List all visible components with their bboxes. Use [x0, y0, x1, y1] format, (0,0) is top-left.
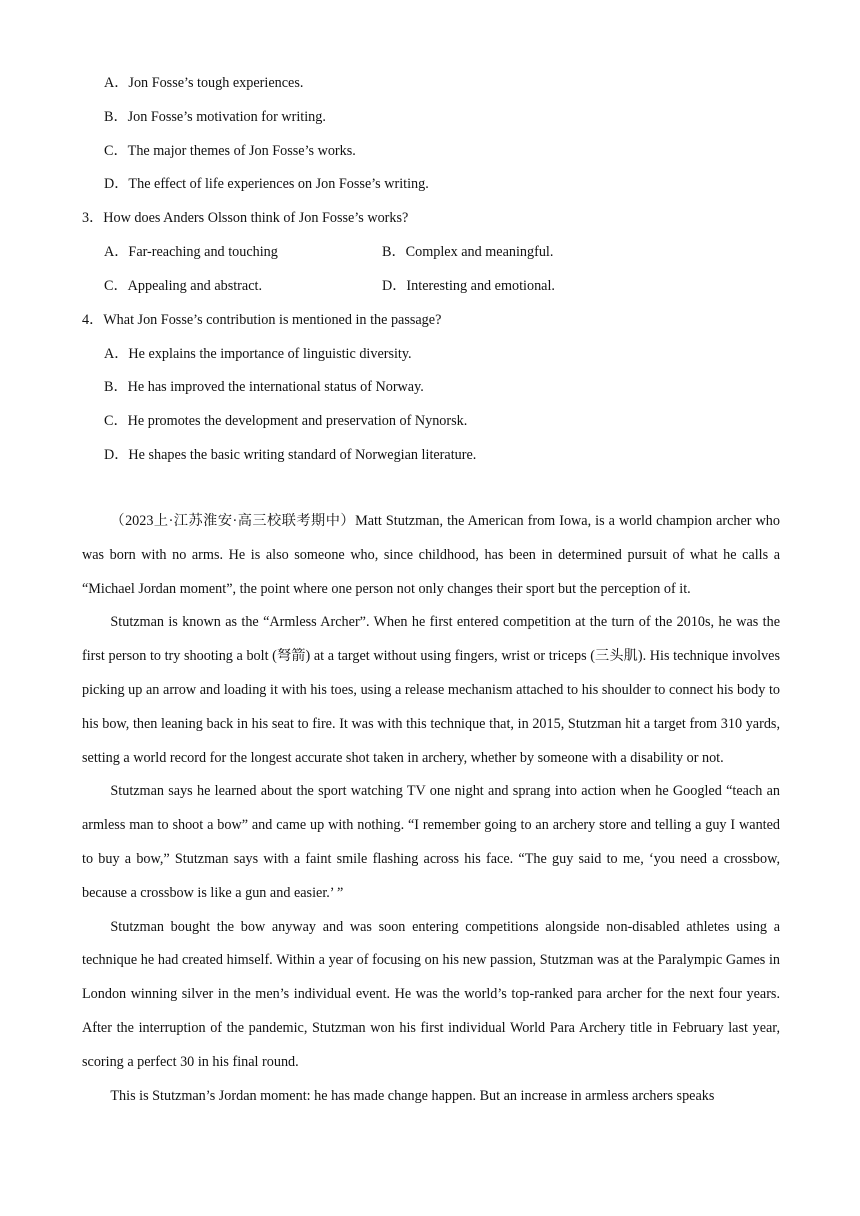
- question-3-stem: 3．How does Anders Olsson think of Jon Fosse’s works?: [82, 210, 409, 226]
- question-3-option-a: A．Far-reaching and touching: [104, 244, 278, 260]
- passage-paragraph-5: This is Stutzman’s Jordan moment: he has made change happen. But an increase in armless archers speaks: [110, 1087, 715, 1104]
- option-prev-a: A．Jon Fosse’s tough experiences.: [104, 75, 304, 91]
- passage-source: （2023上·江苏淮安·高三校联考期中）: [110, 513, 356, 529]
- question-3-option-c: C．Appealing and abstract.: [104, 278, 262, 294]
- option-prev-d: D．The effect of life experiences on Jon Fosse’s writing.: [104, 176, 429, 192]
- question-4-option-d: D．He shapes the basic writing standard of Norwegian literature.: [104, 447, 477, 463]
- question-4-option-c: C．He promotes the development and preservation of Nynorsk.: [104, 413, 468, 429]
- passage-paragraph-2: Stutzman is known as the “Armless Archer”. When he first entered competition at the turn of the 2010s, he was the first person to try shooting a bolt (弩箭) at a target without using fingers, wrist or triceps (三头肌). His technique involves picking up an arrow and loading it with his toes, using a release mechanism attached to his shoulder to connect his body to his bow, then leaning back in his seat to fire. It was with this technique that, in 2015, Stutzman hit a target from 310 yards, setting a world record for the longest accurate shot taken in archery, whether by someone with a disability or not.: [82, 614, 780, 766]
- question-3-option-b: B．Complex and meaningful.: [382, 244, 554, 260]
- passage-paragraph-3: Stutzman says he learned about the sport watching TV one night and sprang into action when he Googled “teach an armless man to shoot a bow” and came up with nothing. “I remember going to an archery store and telling a guy I wanted to buy a bow,” Stutzman says with a faint smile flashing across his face. “The guy said to me, ‘you need a crossbow, because a crossbow is like a gun and easier.’ ”: [82, 783, 780, 901]
- option-prev-c: C．The major themes of Jon Fosse’s works.: [104, 143, 356, 159]
- question-4-option-b: B．He has improved the international status of Norway.: [104, 379, 424, 395]
- passage-paragraph-1: [82, 505, 780, 606]
- question-4-option-a: A．He explains the importance of linguistic diversity.: [104, 346, 412, 362]
- question-4-stem: 4．What Jon Fosse’s contribution is mentioned in the passage?: [82, 312, 442, 328]
- reading-passage: [82, 505, 780, 1113]
- question-3-option-d: D．Interesting and emotional.: [382, 278, 555, 294]
- option-prev-b: B．Jon Fosse’s motivation for writing.: [104, 109, 326, 125]
- passage-paragraph-1-text: Matt Stutzman, the American from Iowa, is a world champion archer who was born with no arms. He is also someone who, since childhood, has been in determined pursuit of what he calls a “Michael Jordan moment”, the point where one person not only changes their sport but the perception of it.: [82, 513, 780, 597]
- passage-paragraph-4: Stutzman bought the bow anyway and was soon entering competitions alongside non-disabled athletes using a technique he had created himself. Within a year of focusing on his new passion, Stutzman was at the Paralympic Games in London winning silver in the men’s individual event. He was the world’s top-ranked para archer for the next four years. After the interruption of the pandemic, Stutzman won his first individual World Para Archery title in February last year, scoring a perfect 30 in his final round.: [82, 918, 780, 1070]
